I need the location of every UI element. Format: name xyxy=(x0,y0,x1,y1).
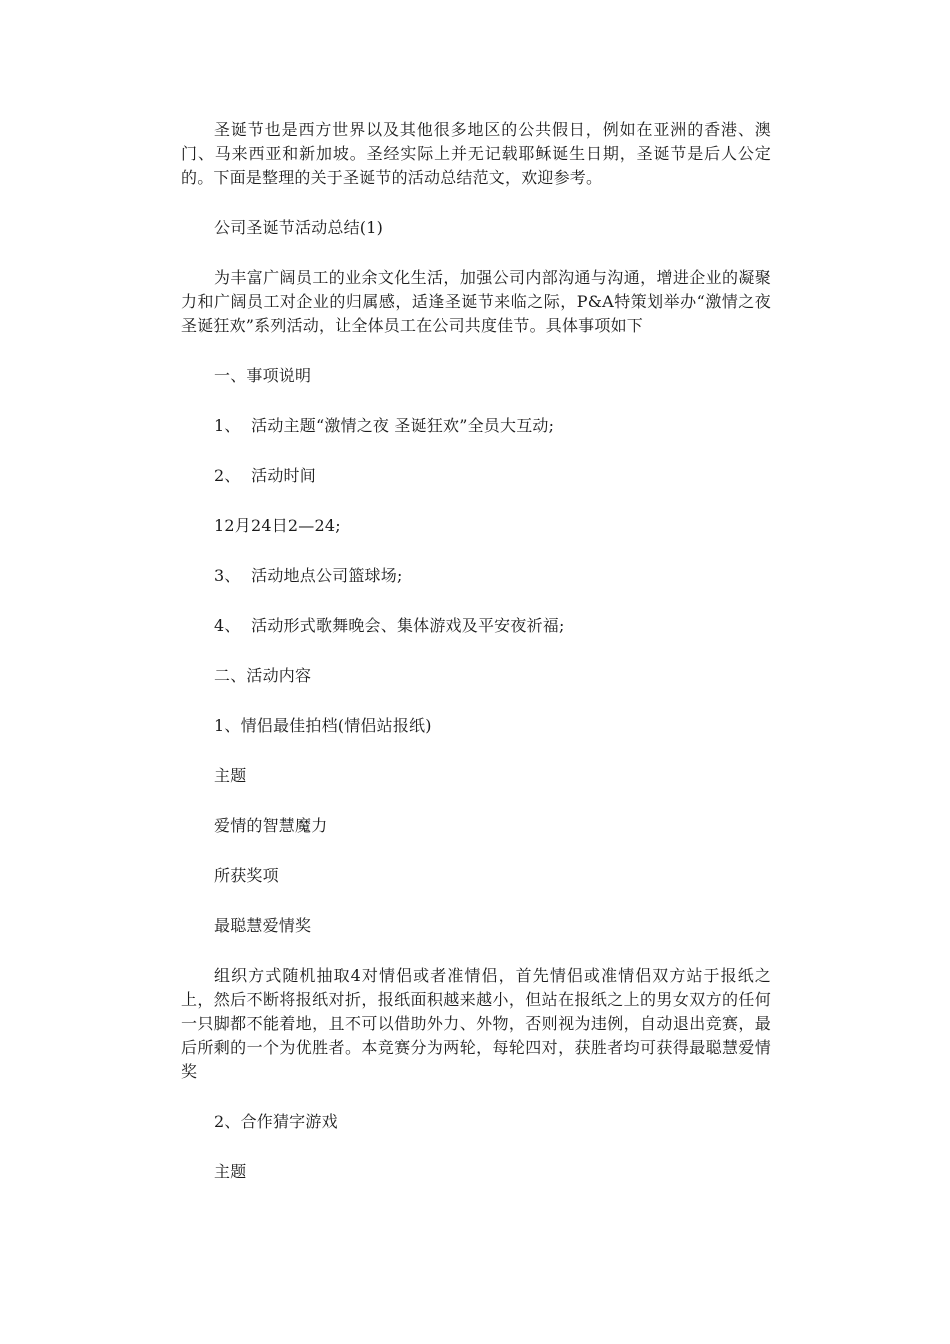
intro-paragraph: 圣诞节也是西方世界以及其他很多地区的公共假日，例如在亚洲的香港、澳门、马来西亚和新加坡。圣经实际上并无记载耶稣诞生日期，圣诞节是后人公定的。下面是整理的关于圣诞节的活动总结范文，欢迎参考。 xyxy=(181,120,771,187)
item-time-value: 12月24日2—24; xyxy=(214,516,341,535)
game1-prize: 最聪慧爱情奖 xyxy=(214,916,312,935)
game2-title: 2、合作猜字游戏 xyxy=(214,1112,338,1131)
game1-title: 1、情侣最佳拍档(情侣站报纸) xyxy=(214,716,432,735)
item-format: 4、 活动形式歌舞晚会、集体游戏及平安夜祈福; xyxy=(214,616,565,635)
section-title: 公司圣诞节活动总结(1) xyxy=(214,218,384,237)
game1-method-paragraph: 组织方式随机抽取4对情侣或者准情侣，首先情侣或准情侣双方站于报纸之上，然后不断将报纸对折，报纸面积越来越小，但站在报纸之上的男女双方的任何一只脚都不能着地，且不可以借助外力、外物，否则视为违例，自动退出竞赛，最后所剩的一个为优胜者。本竞赛分为两轮，每轮四对，获胜者均可获得最聪慧爱情奖 xyxy=(181,966,771,1081)
document-page xyxy=(181,118,771,1184)
game1-prize-label: 所获奖项 xyxy=(214,866,279,885)
item-time: 2、 活动时间 xyxy=(214,466,316,485)
part2-heading: 二、活动内容 xyxy=(214,666,312,685)
item-location: 3、 活动地点公司篮球场; xyxy=(214,566,403,585)
part1-heading: 一、事项说明 xyxy=(214,366,312,385)
item-theme: 1、 活动主题“激情之夜 圣诞狂欢”全员大互动; xyxy=(214,416,555,435)
game1-theme: 爱情的智慧魔力 xyxy=(214,816,328,835)
game1-theme-label: 主题 xyxy=(214,766,247,785)
game2-theme-label: 主题 xyxy=(214,1162,247,1181)
purpose-paragraph: 为丰富广阔员工的业余文化生活，加强公司内部沟通与沟通，增进企业的凝聚力和广阔员工对企业的归属感，适逢圣诞节来临之际，P&A特策划举办“激情之夜 圣诞狂欢”系列活动，让全体员工在公司共度佳节。具体事项如下 xyxy=(181,268,771,335)
